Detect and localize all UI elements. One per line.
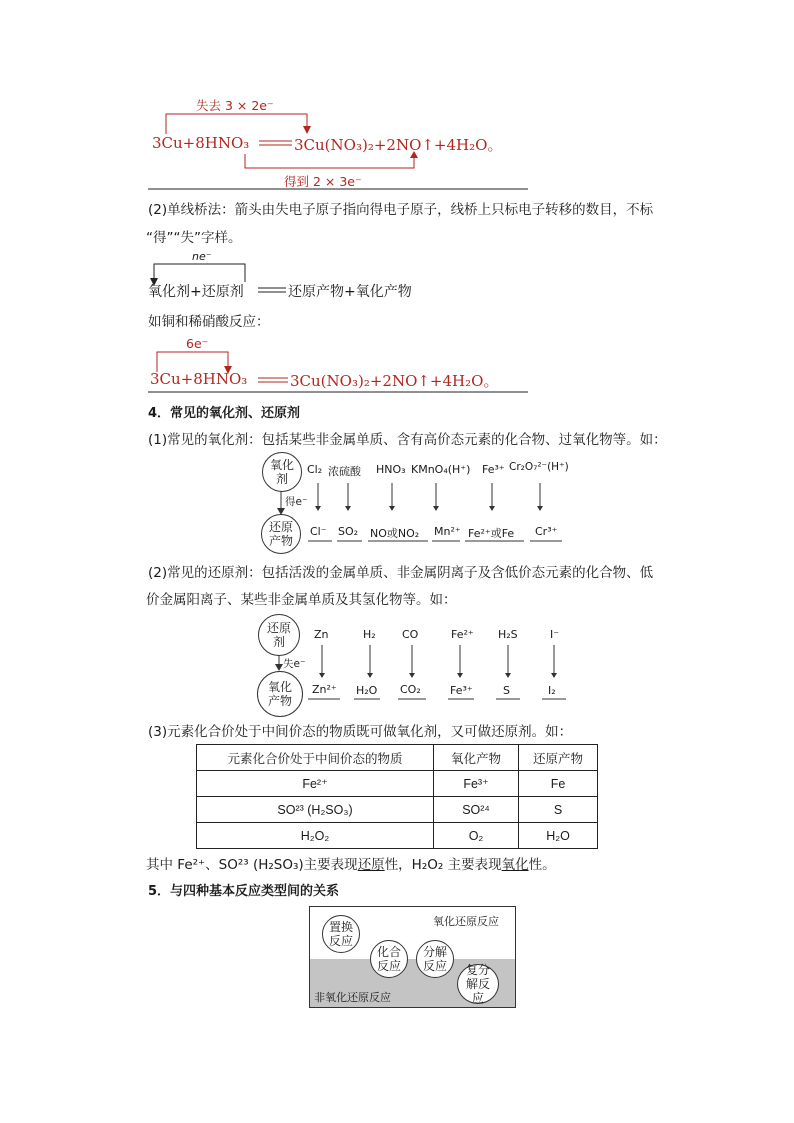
oxidant-fe3: Fe³⁺ [482,463,505,476]
product-fe2-or-fe: Fe²⁺或Fe [468,527,515,540]
decomposition-circle: 分解反应 [416,940,454,978]
combination-circle: 化合反应 [370,940,408,978]
table-cell: Fe²⁺ [197,771,434,797]
intermediate-valence-table [196,744,598,849]
oxidant-paragraph: (1)常见的氧化剂：包括某些非金属单质、含有高价态元素的化合物、过氧化物等。如： [148,432,667,448]
table-cell: H₂O₂ [197,823,434,849]
example-products: 3Cu(NO₃)₂+2NO↑+4H₂O。 [290,372,499,390]
product-fe3: Fe³⁺ [450,684,473,697]
single-bridge-paragraph-cont: “得”“失”字样。 [146,230,242,246]
non-redox-label: 非氧化还原反应 [314,991,391,1004]
table-header-row [197,745,598,771]
product-i2: I₂ [548,684,556,697]
oxidant-sulfuric-acid: 浓硫酸 [328,465,361,478]
table-cell: SO²³ (H₂SO₃) [197,797,434,823]
general-ne-label: ne⁻ [192,250,212,263]
reductant-h2s: H₂S [498,628,518,641]
example-reactants: 3Cu+8HNO₃ [150,370,248,388]
product-co2: CO₂ [400,683,421,696]
oxidant-kmno4: KMnO₄(H⁺) [411,463,471,476]
single-bridge-paragraph: (2)单线桥法：箭头由失电子原子指向得电子原子，线桥上只标电子转移的数目，不标 [148,202,654,218]
eq1-gain-label: 得到 2 × 3e⁻ [284,174,362,189]
general-reactants: 氧化剂+还原剂 [148,284,244,300]
product-so2: SO₂ [338,525,359,538]
summary-sentence: 其中 Fe²⁺、SO²³ (H₂SO₃)主要表现还原性，H₂O₂ 主要表现氧化性。 [146,857,556,873]
redox-label: 氧化还原反应 [433,915,499,928]
oxidizing-underline: 氧化 [501,857,529,873]
section4-heading: 4．常见的氧化剂、还原剂 [148,406,301,421]
table-cell: SO²⁴ [434,797,519,823]
table-cell: H₂O [519,823,598,849]
table-header: 元素化合价处于中间价态的物质 [197,745,434,771]
section5-heading: 5．与四种基本反应类型间的关系 [148,884,340,899]
table-cell: Fe³⁺ [434,771,519,797]
reductant-paragraph-cont: 价金属阳离子、某些非金属单质及其氢化物等。如： [146,592,457,608]
product-h2o: H₂O [356,684,378,697]
table-cell: O₂ [434,823,519,849]
product-cr3: Cr³⁺ [535,525,558,538]
table-row [197,797,598,823]
oxidant-hno3: HNO₃ [376,463,406,476]
table-row [197,823,598,849]
product-zn2: Zn²⁺ [312,683,337,696]
product-cl-minus: Cl⁻ [310,525,327,538]
product-no-or-no2: NO或NO₂ [370,527,420,540]
eq1-lose-label: 失去 3 × 2e⁻ [196,98,274,113]
reductant-iodide: I⁻ [550,628,560,641]
gain-electron-label: 得e⁻ [285,496,308,508]
reductant-co: CO [402,628,419,641]
reductant-paragraph: (2)常见的还原剂：包括活泼的金属单质、非金属阴离子及含低价态元素的化合物、低 [148,565,654,581]
intermediate-paragraph: (3)元素化合价处于中间价态的物质既可做氧化剂，又可做还原剂。如： [148,724,573,740]
oxidant-dichromate: Cr₂O₇²⁻(H⁺) [509,461,569,473]
oxidant-cl2: Cl₂ [307,463,323,476]
table-header: 氧化产物 [434,745,519,771]
general-products: 还原产物+氧化产物 [288,284,412,300]
oxidation-product-circle: 氧化产物 [257,671,303,717]
example-intro: 如铜和稀硝酸反应： [148,314,270,330]
reductant-h2: H₂ [363,628,376,641]
table-cell: S [519,797,598,823]
reducing-underline: 还原 [357,857,385,873]
eq1-reactants: 3Cu+8HNO₃ [152,134,250,152]
reduction-product-circle: 还原产物 [261,514,301,554]
table-row [197,771,598,797]
reductant-fe2: Fe²⁺ [451,628,474,641]
product-s: S [503,684,510,697]
reductant-circle: 还原剂 [258,614,300,656]
table-header: 还原产物 [519,745,598,771]
product-mn2: Mn²⁺ [434,525,461,538]
example-6e-label: 6e⁻ [186,336,209,351]
double-replacement-circle: 复分解反应 [457,964,499,1004]
oxidant-circle: 氧化剂 [262,452,302,492]
reductant-zn: Zn [314,628,329,641]
table-cell: Fe [519,771,598,797]
eq1-products: 3Cu(NO₃)₂+2NO↑+4H₂O。 [294,136,503,154]
displacement-circle: 置换反应 [322,915,360,953]
lose-electron-label: 失e⁻ [283,658,306,670]
